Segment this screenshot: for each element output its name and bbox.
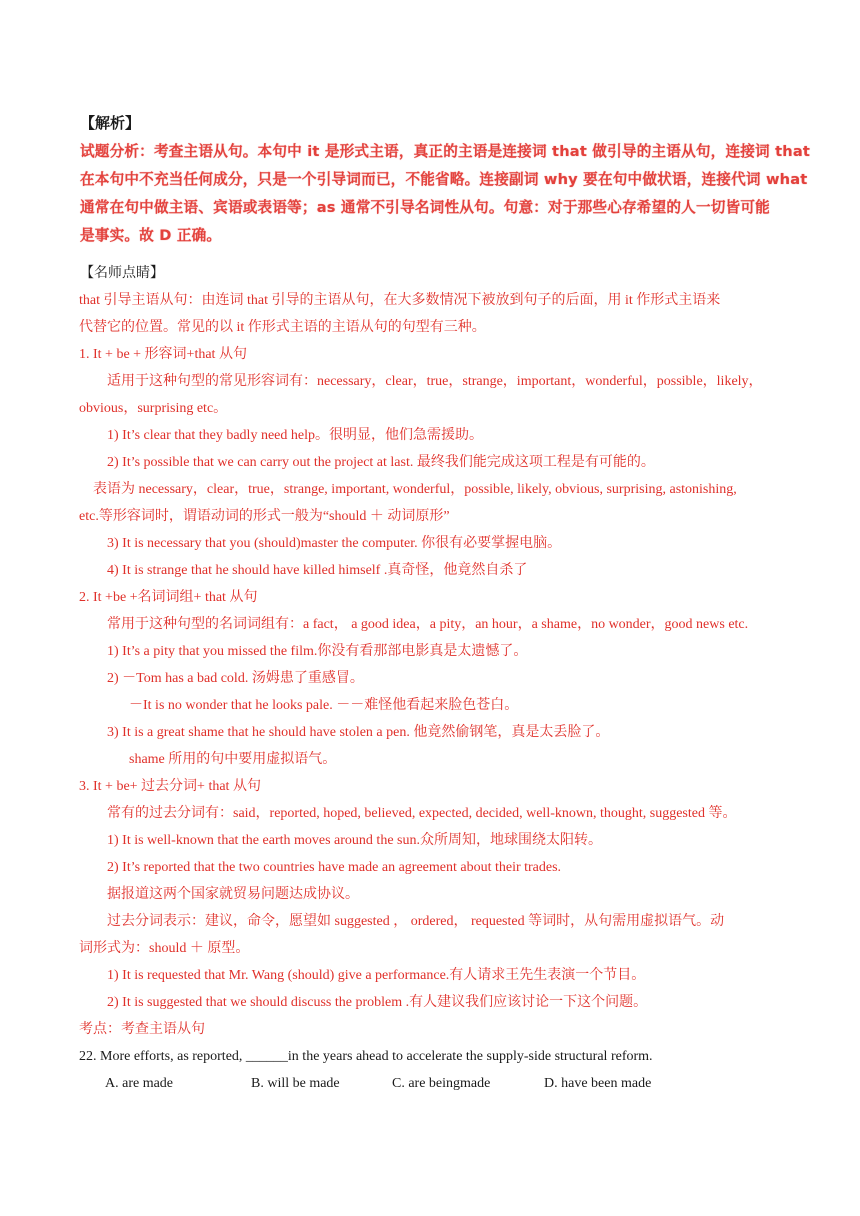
pattern-3-example-3: 1) It is requested that Mr. Wang (should) give a performance.有人请求王先生表演一个节目。 <box>107 968 646 983</box>
pattern-2-example-1: 1) It’s a pity that you missed the film.你没有看那部电影真是太遗憾了。 <box>107 644 528 659</box>
tips-intro-1: that 引导主语从句：由连词 that 引导的主语从句，在大多数情况下被放到句子的后面，用 it 作形式主语来 <box>79 293 721 308</box>
pattern-3-example-4: 2) It is suggested that we should discuss the problem .有人建议我们应该讨论一下这个问题。 <box>107 995 648 1010</box>
pattern-1-desc-2: obvious，surprising etc。 <box>79 401 228 416</box>
analysis-line-1: 试题分析：考查主语从句。本句中 it 是形式主语，真正的主语是连接词 that 做引导的主语从句，连接词 that <box>80 143 811 160</box>
pattern-2-example-2b: －It is no wonder that he looks pale. －－难怪他看起来脸色苍白。 <box>129 698 519 713</box>
pattern-1-note-1: 表语为 necessary，clear，true，strange, important, wonderful，possible, likely, obvious, surprising, astonishing, <box>93 482 737 497</box>
tips-intro-2: 代替它的位置。常见的以 it 作形式主语的主语从句的句型有三种。 <box>79 320 486 335</box>
pattern-2-note: shame 所用的句中要用虚拟语气。 <box>129 752 337 767</box>
pattern-3-example-1: 1) It is well-known that the earth moves around the sun.众所周知，地球围绕太阳转。 <box>107 833 602 848</box>
pattern-1-title: 1. It + be + 形容词+that 从句 <box>79 347 247 362</box>
option-a: A. are made <box>105 1076 174 1091</box>
pattern-3-desc: 常有的过去分词有：said，reported, hoped, believed, expected, decided, well-known, thought, suggested 等。 <box>107 806 737 821</box>
pattern-2-desc: 常用于这种句型的名词词组有：a fact， a good idea，a pity，an hour，a shame，no wonder，good news etc. <box>107 617 749 632</box>
pattern-1-example-4: 4) It is strange that he should have killed himself .真奇怪，他竟然自杀了 <box>107 563 528 578</box>
analysis-line-3: 通常在句中做主语、宾语或表语等；as 通常不引导名词性从句。句意：对于那些心存希望的人一切皆可能 <box>80 199 770 216</box>
tips-heading: 【名师点睛】 <box>80 266 164 281</box>
question-22-stem: 22. More efforts, as reported, ______in the years ahead to accelerate the supply-side structural reform. <box>79 1049 653 1064</box>
pattern-1-example-2: 2) It’s possible that we can carry out the project at last. 最终我们能完成这项工程是有可能的。 <box>107 455 655 470</box>
pattern-1-example-3: 3) It is necessary that you (should)master the computer. 你很有必要掌握电脑。 <box>107 536 562 551</box>
pattern-1-note-2: etc.等形容词时，谓语动词的形式一般为“should ＋ 动词原形” <box>79 509 450 524</box>
option-b: B. will be made <box>251 1076 340 1091</box>
test-point: 考点：考查主语从句 <box>79 1022 205 1037</box>
option-c: C. are beingmade <box>392 1076 491 1091</box>
pattern-3-note-2: 词形式为：should ＋ 原型。 <box>79 941 250 956</box>
pattern-2-title: 2. It +be +名词词组+ that 从句 <box>79 590 258 605</box>
analysis-line-2: 在本句中不充当任何成分，只是一个引导词而已，不能省略。连接副词 why 要在句中做状语，连接代词 what <box>80 171 808 188</box>
pattern-3-example-2-translation: 据报道这两个国家就贸易问题达成协议。 <box>107 887 359 902</box>
analysis-heading: 【解析】 <box>80 116 141 132</box>
option-d: D. have been made <box>544 1076 652 1091</box>
pattern-2-example-3: 3) It is a great shame that he should have stolen a pen. 他竟然偷钢笔，真是太丢脸了。 <box>107 725 610 740</box>
pattern-2-example-2a: 2) －Tom has a bad cold. 汤姆患了重感冒。 <box>107 671 364 686</box>
pattern-3-example-2: 2) It’s reported that the two countries have made an agreement about their trades. <box>107 860 562 875</box>
pattern-3-title: 3. It + be+ 过去分词+ that 从句 <box>79 779 261 794</box>
pattern-1-example-1: 1) It’s clear that they badly need help。很明显，他们急需援助。 <box>107 428 483 443</box>
analysis-line-4: 是事实。故 D 正确。 <box>80 227 222 244</box>
pattern-1-desc-1: 适用于这种句型的常见形容词有：necessary，clear，true，strange，important，wonderful，possible，likely， <box>107 374 763 389</box>
pattern-3-note-1: 过去分词表示：建议，命令，愿望如 suggested ， ordered， requested 等词时，从句需用虚拟语气。动 <box>107 914 725 929</box>
